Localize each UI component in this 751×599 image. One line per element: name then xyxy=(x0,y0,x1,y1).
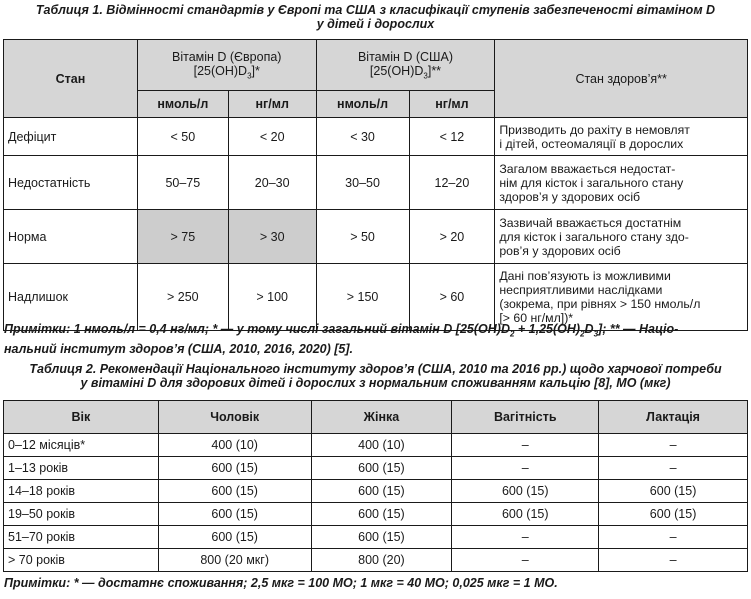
table-row: 51–70 років 600 (15) 600 (15) – – xyxy=(4,526,748,549)
header-pregnancy: Вагітність xyxy=(452,401,599,434)
table2 xyxy=(3,400,748,572)
table-row: 14–18 років 600 (15) 600 (15) 600 (15) 600 (15) xyxy=(4,480,748,503)
highlight-cell: > 75 xyxy=(137,210,228,264)
header-eu-nmol: нмоль/л xyxy=(137,91,228,118)
table-row: 19–50 років 600 (15) 600 (15) 600 (15) 600 (15) xyxy=(4,503,748,526)
table-row: Норма > 75 > 30 > 50 > 20 Зазвичай вважається достатнім для кісток і загального стану здо- ров’я у здорових осіб xyxy=(4,210,748,264)
table-row: 1–13 років 600 (15) 600 (15) – – xyxy=(4,457,748,480)
table-row: > 70 років 800 (20 мкг) 800 (20) – – xyxy=(4,549,748,572)
table-row: Дефіцит < 50 < 20 < 30 < 12 Призводить до рахіту в немовлят і дітей, остеомаляції в дорослих xyxy=(4,118,748,156)
table-row: Надлишок > 250 > 100 > 150 > 60 Дані пов’язують із можливими несприятливими наслідками (зокрема, при рівнях > 150 нмоль/л [> 60 нг/мл])* xyxy=(4,264,748,331)
header-male: Чоловік xyxy=(158,401,311,434)
highlight-cell: > 30 xyxy=(228,210,316,264)
table-row: 0–12 місяців* 400 (10) 400 (10) – – xyxy=(4,434,748,457)
table1-note: Примітки: 1 нмоль/л = 0,4 нг/мл; * — у тому числі загальний вітамін D $[25(OH)D_2 + 1,25(OH)_2D_3]$; ** — Націо- нальний інститут здоров’я (США, 2010, 2016, 2020) [5]. xyxy=(4,322,679,356)
header-us-ng: нг/мл xyxy=(409,91,495,118)
table2-note: Примітки: * — достатнє споживання; 2,5 мкг = 100 МО; 1 мкг = 40 МО; 0,025 мкг = 1 МО. xyxy=(4,576,558,590)
header-eu-ng: нг/мл xyxy=(228,91,316,118)
header-age: Вік xyxy=(4,401,159,434)
header-lactation: Лактація xyxy=(599,401,748,434)
table2-caption: Таблиця 2. Рекомендації Національного інституту здоров’я (США, 2010 та 2016 рр.) щодо харчової потреби у вітаміні D для здорових дітей і дорослих з нормальним споживанням кальцію [8], МО (мкг) xyxy=(29,362,722,390)
table1 xyxy=(3,39,748,331)
table-row: Недостатність 50–75 20–30 30–50 12–20 Загалом вважається недостат- нім для кісток і загального стану здоров’я у здорових осіб xyxy=(4,156,748,210)
header-us-nmol: нмоль/л xyxy=(316,91,409,118)
table1-caption: Таблиця 1. Відмінності стандартів у Європі та США з класифікації ступенів забезпеченості вітаміном D у дітей і дорослих xyxy=(35,3,716,31)
header-female: Жінка xyxy=(311,401,452,434)
header-vit-us: Вітамін D (США) $[25(OH)D_3]**$ xyxy=(316,40,495,91)
header-health: Стан здоров’я** xyxy=(495,40,748,118)
header-vit-eu: Вітамін D (Європа) $[25(OH)D_3]*$ xyxy=(137,40,316,91)
header-state: Стан xyxy=(4,40,138,118)
